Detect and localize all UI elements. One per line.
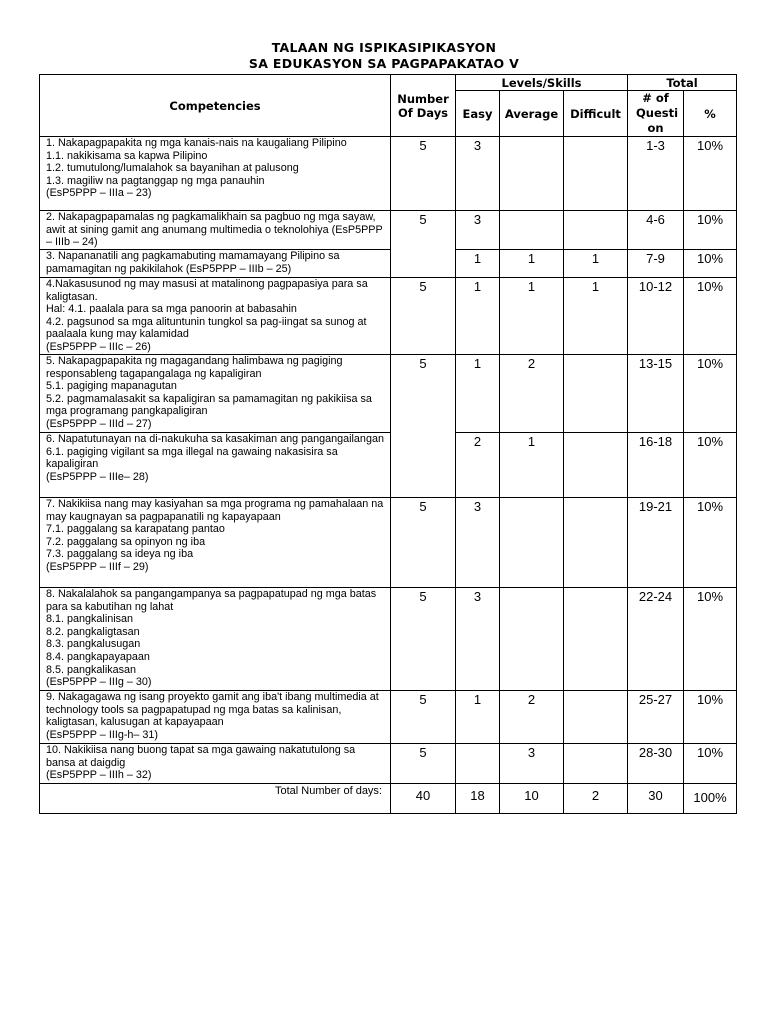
header-competencies: Competencies: [40, 75, 391, 137]
percent-cell: 10%: [684, 744, 737, 784]
header-easy: Easy: [456, 91, 500, 137]
competency-cell: 1. Nakapagpapakita ng mga kanais-nais na kaugaliang Pilipino 1.1. nakikisama sa kapwa Pilipino 1.2. tumutulong/lumalahok sa bayanihan at palusong 1.3. magiliw na pagtanggap ng mga panauhin (EsP5PPP – IIIa – 23): [40, 137, 391, 211]
table-row: [40, 355, 737, 433]
days-cell: 5: [391, 744, 456, 784]
easy-cell: [456, 744, 500, 784]
difficult-cell: 1: [564, 250, 628, 278]
days-cell: 5: [391, 355, 456, 498]
percent-cell: 10%: [684, 278, 737, 355]
difficult-cell: [564, 433, 628, 498]
competency-cell: 8. Nakalalahok sa pangangampanya sa pagpapatupad ng mga batas para sa kabutihan ng lahat 8.1. pangkalinisan 8.2. pangkaligtasan 8.3. pangkalusugan 8.4. pangkapayapaan 8.5. pangkalikasan (EsP5PPP – IIIg – 30): [40, 588, 391, 691]
easy-cell: 3: [456, 137, 500, 211]
average-cell: 2: [500, 355, 564, 433]
questions-cell: 1-3: [628, 137, 684, 211]
table-row: [40, 278, 737, 355]
percent-cell: 10%: [684, 498, 737, 588]
competency-cell: 5. Nakapagpapakita ng magagandang halimbawa ng pagiging responsableng tagapangalaga ng kapaligiran 5.1. pagiging mapanagutan 5.2. pagmamalasakit sa kapaligiran sa pamamagitan ng pakikiisa sa mga programang pangkapaligiran (EsP5PPP – IIId – 27): [40, 355, 391, 433]
days-cell: 5: [391, 137, 456, 211]
easy-cell: 3: [456, 211, 500, 250]
easy-cell: 1: [456, 278, 500, 355]
days-cell: 5: [391, 211, 456, 278]
questions-cell: 28-30: [628, 744, 684, 784]
average-cell: 1: [500, 433, 564, 498]
header-number-of-days: Number Of Days: [391, 75, 456, 137]
competency-cell: 7. Nakikiisa nang may kasiyahan sa mga programa ng pamahalaan na may kaugnayan sa pagpapanatili ng kapayapaan 7.1. paggalang sa karapatang pantao 7.2. paggalang sa opinyon ng iba 7.3. paggalang sa ideya ng iba (EsP5PPP – IIIf – 29): [40, 498, 391, 588]
header-total: Total: [628, 75, 737, 91]
header-average: Average: [500, 91, 564, 137]
questions-cell: 19-21: [628, 498, 684, 588]
table-row: [40, 433, 737, 498]
questions-cell: 7-9: [628, 250, 684, 278]
competency-cell: 9. Nakagagawa ng isang proyekto gamit ang iba't ibang multimedia at technology tools sa pagpapatupad ng mga batas sa kalinisan, kaligtasan, kalusugan at kapayapaan (EsP5PPP – IIIg-h– 31): [40, 691, 391, 744]
questions-cell: 25-27: [628, 691, 684, 744]
days-cell: 5: [391, 278, 456, 355]
difficult-cell: [564, 588, 628, 691]
easy-cell: 3: [456, 588, 500, 691]
average-cell: [500, 498, 564, 588]
table-row: [40, 211, 737, 250]
table-row: [40, 588, 737, 691]
days-cell: 5: [391, 588, 456, 691]
difficult-cell: [564, 691, 628, 744]
questions-cell: 16-18: [628, 433, 684, 498]
specification-table: [39, 74, 737, 814]
table-row: [40, 137, 737, 211]
percent-cell: 10%: [684, 250, 737, 278]
totals-row: [40, 784, 737, 814]
percent-cell: 10%: [684, 137, 737, 211]
percent-cell: 10%: [684, 588, 737, 691]
questions-cell: 4-6: [628, 211, 684, 250]
table-row: [40, 691, 737, 744]
average-cell: 1: [500, 250, 564, 278]
header-percent: %: [684, 91, 737, 137]
difficult-cell: 1: [564, 278, 628, 355]
easy-cell: 1: [456, 250, 500, 278]
average-cell: 3: [500, 744, 564, 784]
table-row: [40, 744, 737, 784]
days-cell: 5: [391, 498, 456, 588]
header-levels-skills: Levels/Skills: [456, 75, 628, 91]
total-easy-value: 18: [456, 784, 500, 814]
table-row: [40, 498, 737, 588]
difficult-cell: [564, 498, 628, 588]
total-average-value: 10: [500, 784, 564, 814]
questions-cell: 22-24: [628, 588, 684, 691]
difficult-cell: [564, 211, 628, 250]
percent-cell: 10%: [684, 211, 737, 250]
table-row: [40, 250, 737, 278]
document-title-line-2: SA EDUKASYON SA PAGPAPAKATAO V: [248, 56, 520, 71]
questions-cell: 13-15: [628, 355, 684, 433]
days-cell: 5: [391, 691, 456, 744]
difficult-cell: [564, 744, 628, 784]
competency-cell: 4.Nakasusunod ng may masusi at matalinong pagpapasiya para sa kaligtasan. Hal: 4.1. paalala para sa mga panoorin at babasahin 4.2. pagsunod sa mga alituntunin tungkol sa pag-iingat sa sunog at paalaala kung may kalamidad (EsP5PPP – IIIc – 26): [40, 278, 391, 355]
average-cell: 2: [500, 691, 564, 744]
average-cell: [500, 137, 564, 211]
easy-cell: 2: [456, 433, 500, 498]
easy-cell: 1: [456, 355, 500, 433]
percent-cell: 10%: [684, 355, 737, 433]
competency-cell: 6. Napatutunayan na di-nakukuha sa kasakiman ang pangangailangan 6.1. pagiging vigilant sa mga illegal na gawaing nakasisira sa kapaligiran (EsP5PPP – IIIe– 28): [40, 433, 391, 498]
easy-cell: 3: [456, 498, 500, 588]
easy-cell: 1: [456, 691, 500, 744]
competency-cell: 2. Nakapagpapamalas ng pagkamalikhain sa pagbuo ng mga sayaw, awit at sining gamit ang anumang multimedia o teknolohiya (EsP5PPP – IIIb – 24): [40, 211, 391, 250]
competency-cell: 10. Nakikiisa nang buong tapat sa mga gawaing nakatutulong sa bansa at daigdig (EsP5PPP – IIIh – 32): [40, 744, 391, 784]
questions-cell: 10-12: [628, 278, 684, 355]
document-title-line-1: TALAAN NG ISPIKASIPIKASYON: [271, 40, 497, 55]
total-difficult-value: 2: [564, 784, 628, 814]
difficult-cell: [564, 355, 628, 433]
average-cell: 1: [500, 278, 564, 355]
total-questions-value: 30: [628, 784, 684, 814]
total-days-label: Total Number of days:: [40, 784, 391, 814]
total-percent-value: 100%: [684, 784, 737, 814]
difficult-cell: [564, 137, 628, 211]
header-num-questions: # of Questi on: [628, 91, 684, 137]
percent-cell: 10%: [684, 433, 737, 498]
header-difficult: Difficult: [564, 91, 628, 137]
competency-cell: 3. Napananatili ang pagkamabuting mamamayang Pilipino sa pamamagitan ng pakikilahok (EsP5PPP – IIIb – 25): [40, 250, 391, 278]
average-cell: [500, 588, 564, 691]
percent-cell: 10%: [684, 691, 737, 744]
average-cell: [500, 211, 564, 250]
total-days-value: 40: [391, 784, 456, 814]
